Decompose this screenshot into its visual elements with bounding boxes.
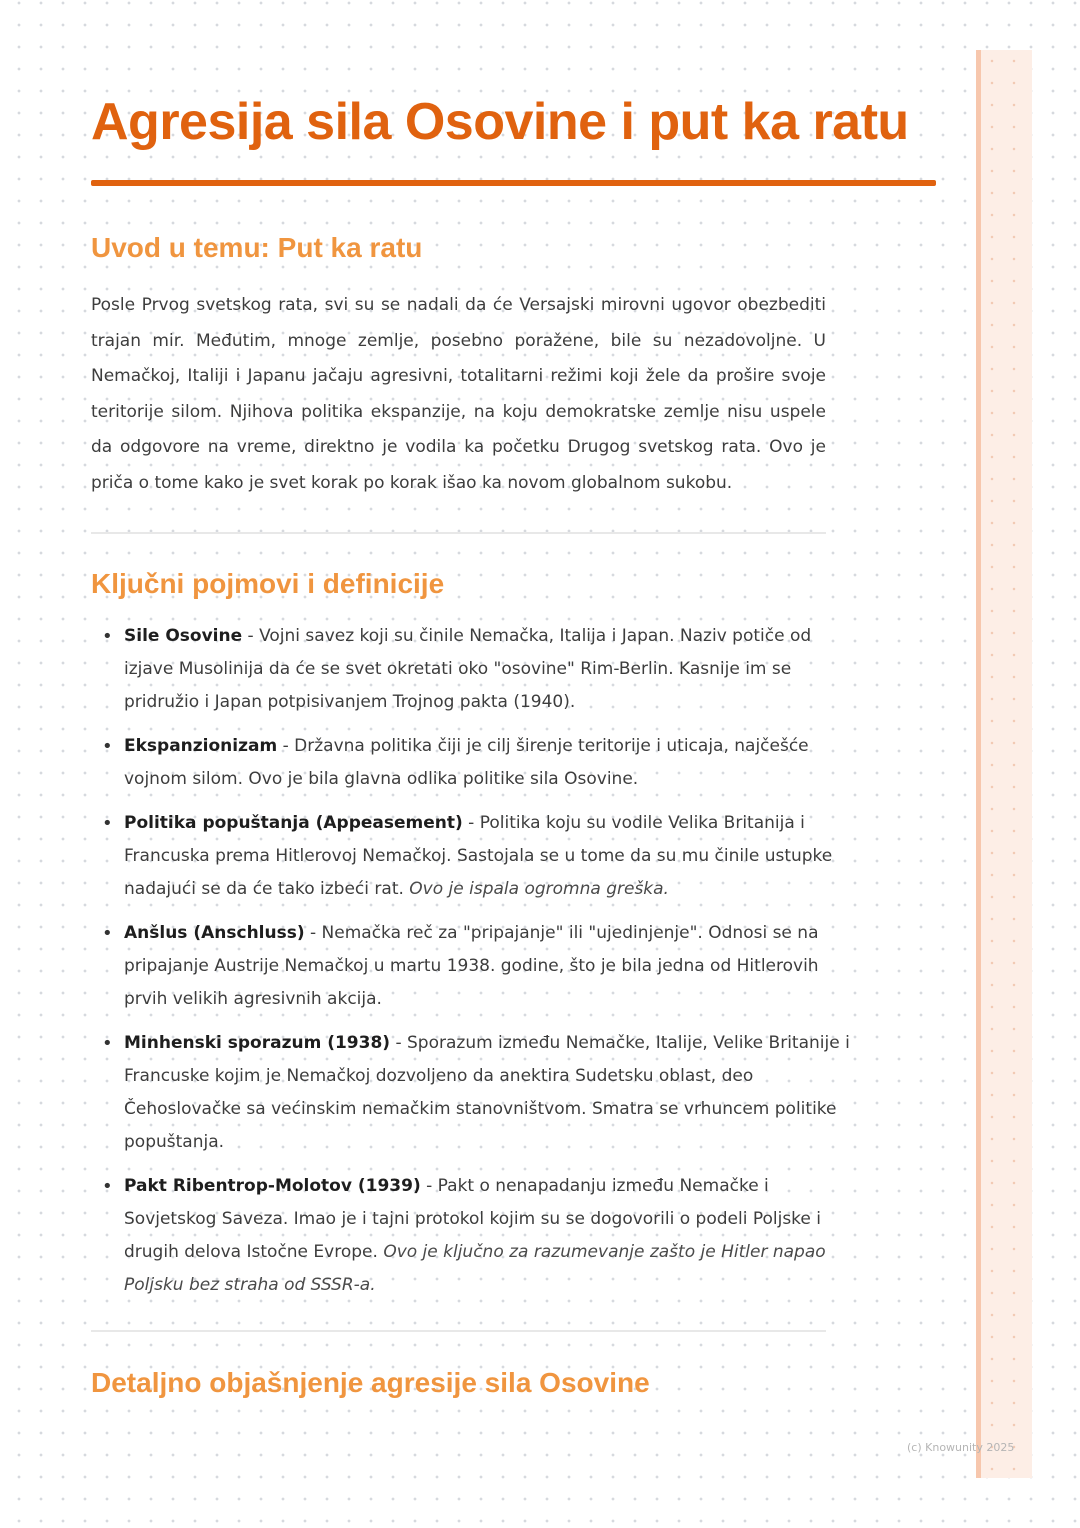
section-divider	[91, 532, 826, 534]
section-divider	[91, 1330, 826, 1332]
term-definition: - Vojni savez koji su činile Nemačka, Italija i Japan. Naziv potiče od izjave Musolinija da će se svet okretati oko "osovine" Rim-Berlin. Kasnije im se pridružio i Japan potpisivanjem Trojnog pakta (1940).	[124, 626, 812, 712]
list-item	[124, 1027, 859, 1159]
term-definition: - Državna politika čiji je cilj širenje teritorije i uticaja, najčešće vojnom silom. Ovo je bila glavna odlika politike sila Osovine.	[124, 736, 809, 789]
list-item	[124, 917, 859, 1016]
list-item	[124, 1170, 859, 1302]
section-heading-intro: Uvod u temu: Put ka ratu	[91, 232, 423, 263]
term-name: Anšlus (Anschluss)	[124, 923, 305, 943]
list-item	[124, 730, 859, 796]
term-name: Sile Osovine	[124, 626, 243, 646]
term-definition: - Pakt o nenapadanju između Nemačke i Sovjetskog Saveza. Imao je i tajni protokol kojim su se dogovorili o podeli Poljske i drugih delova Istočne Evrope.	[124, 1176, 822, 1262]
list-item	[124, 620, 859, 719]
term-note: Ovo je ispala ogromna greška.	[409, 879, 669, 899]
term-name: Pakt Ribentrop-Molotov (1939)	[124, 1176, 421, 1196]
side-margin-strip	[976, 50, 1032, 1478]
term-name: Politika popuštanja (Appeasement)	[124, 813, 463, 833]
intro-paragraph: Posle Prvog svetskog rata, svi su se nadali da će Versajski mirovni ugovor obezbediti trajan mir. Međutim, mnoge zemlje, posebno poražene, bile su nezadovoljne. U Nemačkoj, Italiji i Japanu jačaju agresivni, totalitarni režimi koji žele da prošire svoje teritorije silom. Njihova politika ekspanzije, na koju demokratske zemlje nisu uspele da odgovore na vreme, direktno je vodila ka početku Drugog svetskog rata. Ovo je priča o tome kako je svet korak po korak išao ka novom globalnom sukobu.	[91, 295, 826, 493]
term-name: Minhenski sporazum (1938)	[124, 1033, 391, 1053]
term-definition: - Nemačka reč za "pripajanje" ili "ujedinjenje". Odnosi se na pripajanje Austrije Nemačkoj u martu 1938. godine, što je bila jedna od Hitlerovih prvih velikih agresivnih akcija.	[124, 923, 819, 1009]
page-title: Agresija sila Osovine i put ka ratu	[91, 93, 909, 151]
list-item	[124, 807, 859, 906]
terms-list	[91, 620, 859, 1313]
term-definition: - Politika koju su vodile Velika Britanija i Francuska prema Hitlerovoj Nemačkoj. Sastojala se u tome da su mu činile ustupke nadajući se da će tako izbeći rat.	[124, 813, 833, 899]
copyright-footer: (c) Knowunity 2025	[907, 1441, 1015, 1454]
title-underline	[91, 180, 936, 186]
term-name: Ekspanzionizam	[124, 736, 278, 756]
section-heading-terms: Ključni pojmovi i definicije	[91, 568, 445, 599]
term-note: Ovo je ključno za razumevanje zašto je Hitler napao Poljsku bez straha od SSSR-a.	[124, 1242, 826, 1295]
section-heading-details: Detaljno objašnjenje agresije sila Osovine	[91, 1367, 650, 1398]
term-definition: - Sporazum između Nemačke, Italije, Velike Britanije i Francuske kojim je Nemačkoj dozvoljeno da anektira Sudetsku oblast, deo Čehoslovačke sa većinskim nemačkim stanovništvom. Smatra se vrhuncem politike popuštanja.	[124, 1033, 850, 1152]
